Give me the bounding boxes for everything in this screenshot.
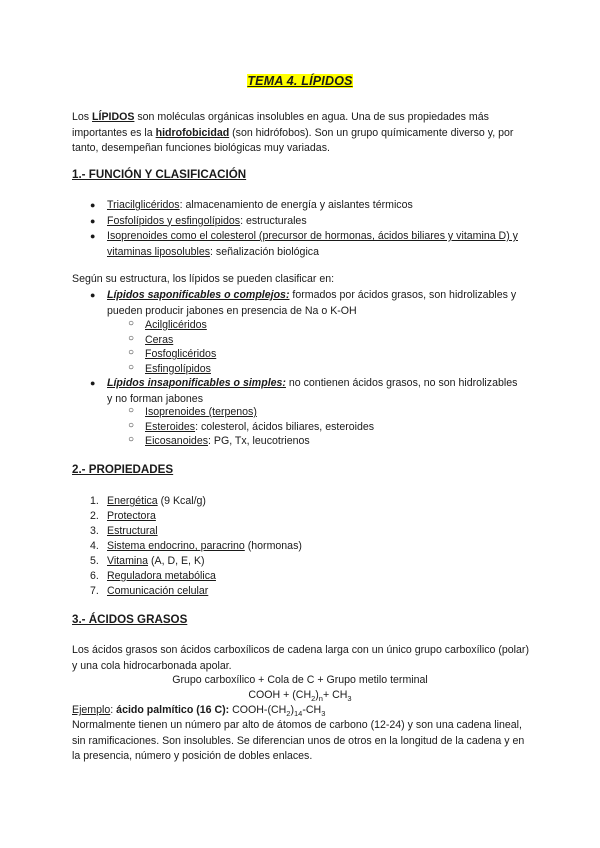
list-item xyxy=(128,333,216,348)
list-item xyxy=(90,288,520,319)
list-item xyxy=(90,494,302,509)
list-item xyxy=(128,347,216,362)
sublist-term: Ceras xyxy=(145,333,174,346)
sublist-term: Fosfoglicéridos xyxy=(145,348,217,360)
item-number: 4. xyxy=(90,540,99,552)
list-item xyxy=(90,214,520,230)
property-desc: (A, D, E, K) xyxy=(148,555,205,567)
formula-description: Grupo carboxílico + Cola de C + Grupo metilo terminal xyxy=(172,674,428,686)
section-1-heading: 1.- FUNCIÓN Y CLASIFICACIÓN xyxy=(72,168,247,181)
formula-part: + CH xyxy=(322,689,348,701)
list-item xyxy=(128,318,216,333)
list-item xyxy=(90,554,302,569)
intro-text-2: son moléculas orgánicas insolubles en agua. Una de sus propiedades más importantes es la xyxy=(72,111,489,139)
list-item xyxy=(90,569,302,584)
insaponifiable-term: Lípidos insaponificables o simples: xyxy=(107,377,286,389)
formula-sub: 2 xyxy=(286,709,291,719)
circle-bullet-icon: ○ xyxy=(128,332,135,344)
formula-part: -CH xyxy=(302,704,322,716)
formula-sub: 2 xyxy=(311,694,316,704)
bullet-icon: ● xyxy=(90,378,96,388)
classify-intro: Según su estructura, los lípidos se pueden clasificar en: xyxy=(72,273,335,285)
property-term: Protectora xyxy=(107,510,156,522)
bullet-icon: ● xyxy=(90,290,96,300)
property-desc: (hormonas) xyxy=(244,540,302,552)
bullet-icon: ● xyxy=(90,215,96,226)
sublist-term: Esteroides xyxy=(145,420,196,433)
fatty-acids-paragraph-1: Los ácidos grasos son ácidos carboxílicos de cadena larga con un único grupo carboxílico (polar) y una cola hidrocarbonada apolar. xyxy=(72,644,529,672)
section-2-heading: 2.- PROPIEDADES xyxy=(72,463,174,476)
formula-sub: 3 xyxy=(321,709,326,719)
item-number: 3. xyxy=(90,525,99,537)
intro-keyword-lipidos: LÍPIDOS xyxy=(92,111,135,123)
formula-sub: 14 xyxy=(294,709,303,719)
bullet-icon: ● xyxy=(90,231,96,241)
circle-bullet-icon: ○ xyxy=(128,434,135,445)
formula-part: COOH + (CH xyxy=(248,689,312,701)
property-term: Sistema endocrino, paracrino xyxy=(107,540,245,552)
circle-bullet-icon: ○ xyxy=(128,347,135,358)
list-item xyxy=(128,434,374,449)
list-item xyxy=(90,376,520,407)
saponifiable-term: Lípidos saponificables o complejos: xyxy=(107,289,290,301)
item-number: 1. xyxy=(90,495,99,507)
formula-part: COOH-(CH xyxy=(229,704,287,716)
sublist-term: Isoprenoides (terpenos) xyxy=(145,406,257,418)
list-item xyxy=(90,539,302,554)
property-term: Comunicación celular xyxy=(107,585,209,597)
bullet-icon: ● xyxy=(90,200,96,210)
title-text: TEMA 4. LÍPIDOS xyxy=(247,74,353,88)
circle-bullet-icon: ○ xyxy=(128,419,135,431)
insaponifiable-item xyxy=(90,376,520,407)
intro-text-1: Los xyxy=(72,111,93,123)
formula-sub: n xyxy=(318,694,323,704)
property-term: Estructural xyxy=(107,525,158,537)
property-term: Vitamina xyxy=(107,555,149,567)
example-name: ácido palmítico (16 C): xyxy=(116,704,230,716)
list-item xyxy=(90,509,302,524)
sublist-desc: : PG, Tx, leucotrienos xyxy=(208,435,310,447)
insaponifiable-desc: no contienen ácidos grasos, no son hidrolizables y no forman jabones xyxy=(107,377,518,405)
property-term: Energética xyxy=(107,495,158,507)
insaponifiable-sublist xyxy=(128,405,374,449)
item-number: 6. xyxy=(90,570,99,582)
formula-sub: 3 xyxy=(347,694,352,704)
function-desc: : señalización biológica xyxy=(210,245,319,258)
intro-paragraph xyxy=(72,110,532,157)
function-term: Isoprenoides como el colesterol (precursor de hormonas, ácidos biliares y vitamina D) y vitaminas liposolubles xyxy=(107,230,518,258)
saponifiable-sublist xyxy=(128,318,216,376)
section-3-heading: 3.- ÁCIDOS GRASOS xyxy=(72,613,188,626)
list-item xyxy=(90,584,302,599)
item-number: 5. xyxy=(90,555,99,567)
function-desc: : estructurales xyxy=(240,214,307,227)
sublist-term: Eicosanoides xyxy=(145,435,209,447)
function-desc: : almacenamiento de energía y aislantes térmicos xyxy=(179,199,413,211)
intro-keyword-hidrofobicidad: hidrofobicidad xyxy=(155,126,230,139)
sublist-term: Esfingolípidos xyxy=(145,362,211,375)
circle-bullet-icon: ○ xyxy=(128,318,135,329)
item-number: 7. xyxy=(90,585,99,597)
list-item xyxy=(90,229,520,260)
list-item xyxy=(90,198,520,214)
page-title xyxy=(0,74,600,88)
fatty-acids-paragraph-2: Normalmente tienen un número par alto de átomos de carbono (12-24) y son una cadena lineal, sin ramificaciones. Son insolubles. Se diferencian unos de otros en la longitud de la cadena y en la presencia, número y posición de dobles enlaces. xyxy=(72,719,525,762)
properties-list xyxy=(90,494,302,599)
function-list xyxy=(90,198,520,260)
property-desc: (9 Kcal/g) xyxy=(157,495,206,507)
sublist-term: Acilglicéridos xyxy=(145,319,207,331)
example-label: Ejemplo xyxy=(72,704,111,716)
list-item xyxy=(90,524,302,539)
list-item xyxy=(128,405,374,420)
circle-bullet-icon: ○ xyxy=(128,405,135,416)
property-term: Reguladora metabólica xyxy=(107,570,216,582)
intro-text-3: (son hidrófobos). Son un grupo químicamente diverso y, por tanto, desempeñan funciones biológicas muy variadas. xyxy=(72,126,514,154)
sublist-desc: : colesterol, ácidos biliares, esteroides xyxy=(195,420,375,433)
list-item xyxy=(128,420,374,435)
formula-part: ) xyxy=(315,689,319,701)
example-sep: : xyxy=(110,704,117,716)
function-term: Fosfolípidos y esfingolípidos xyxy=(107,214,241,227)
function-term: Triacilglicéridos xyxy=(107,199,180,211)
item-number: 2. xyxy=(90,510,99,522)
saponifiable-item xyxy=(90,288,520,319)
list-item xyxy=(128,362,216,377)
saponifiable-desc: formados por ácidos grasos, son hidrolizables y pueden producir jabones en presencia de Na o K-OH xyxy=(107,289,517,317)
formula-part: ) xyxy=(290,704,294,716)
circle-bullet-icon: ○ xyxy=(128,361,135,373)
